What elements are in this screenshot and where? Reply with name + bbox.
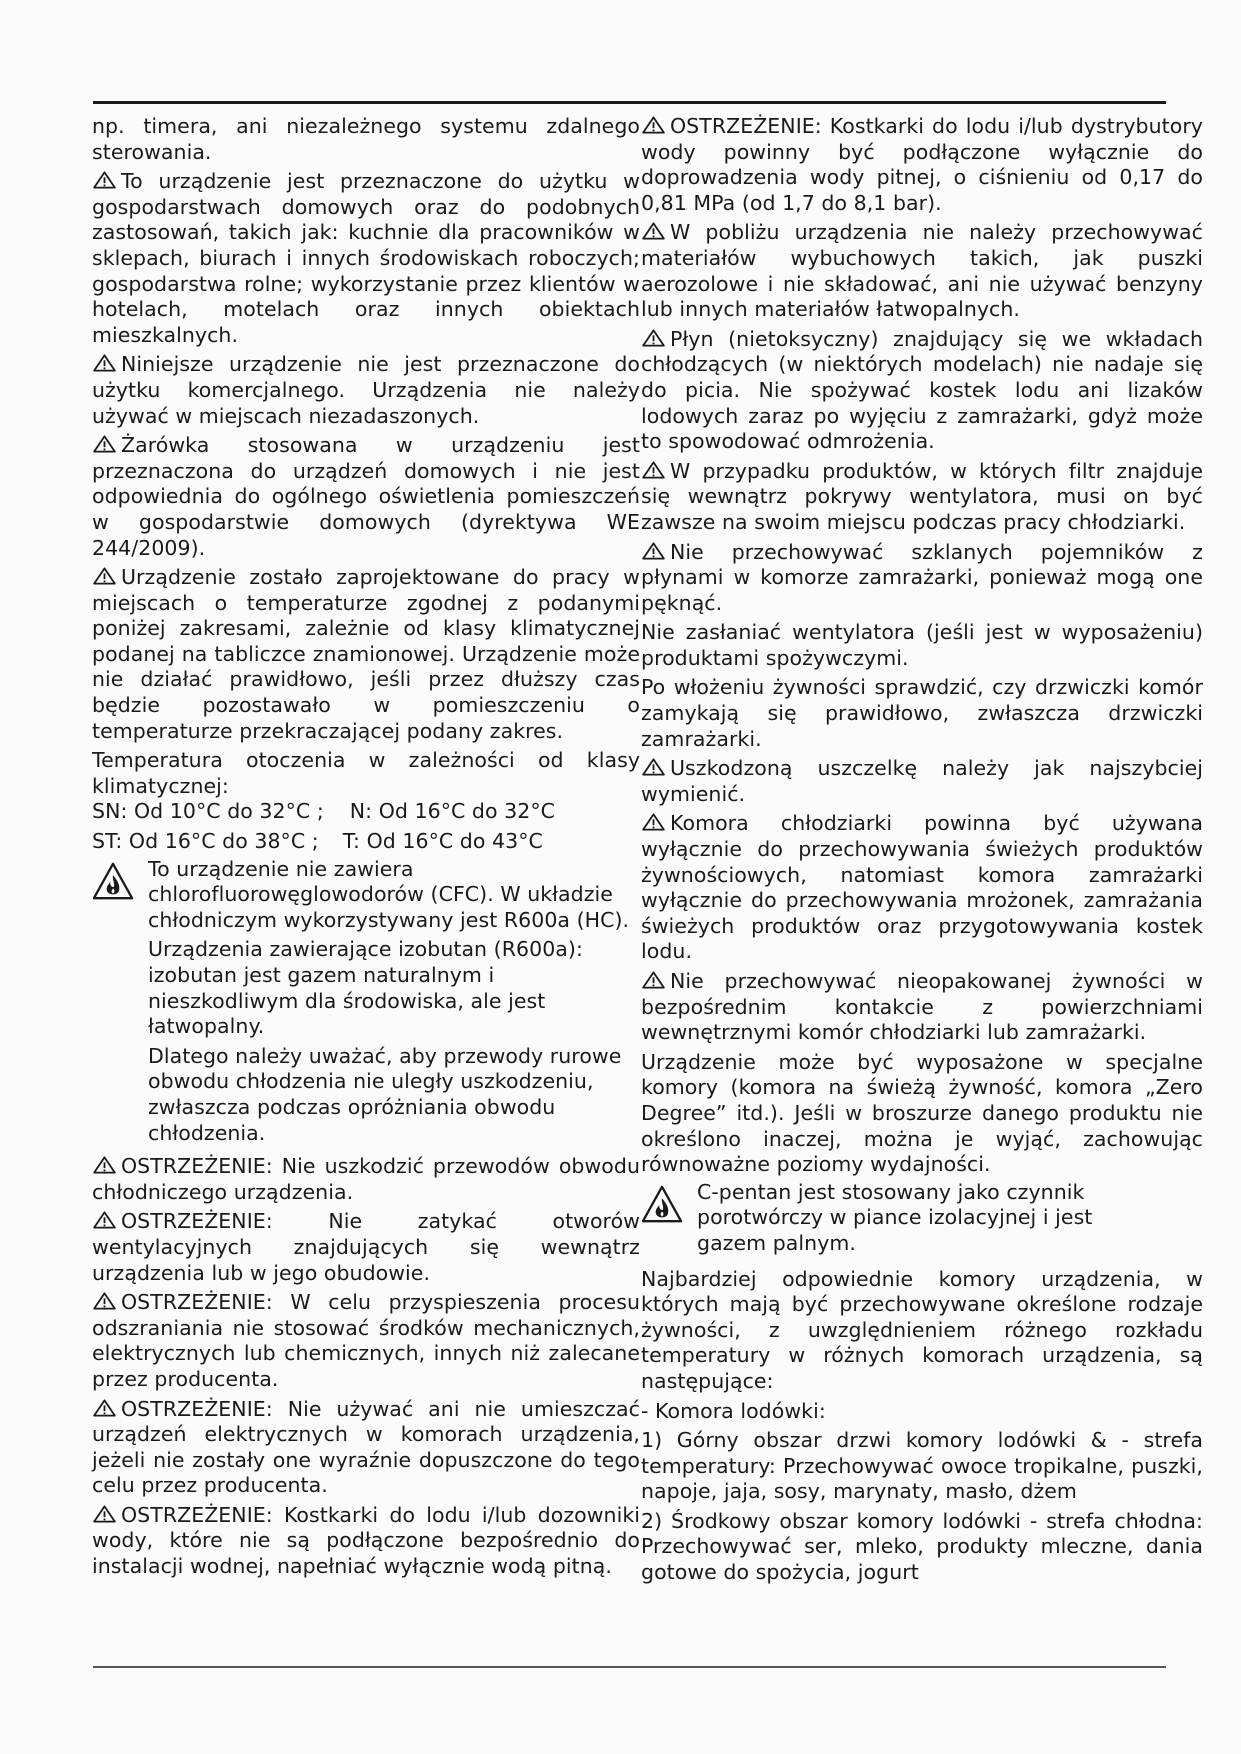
paragraph (641, 620, 1203, 671)
warning-icon (92, 169, 121, 193)
paragraph (92, 169, 640, 348)
paragraph-text: Nie zasłaniać wentylatora (jeśli jest w wyposażeniu) produktami spożywczymi. (641, 620, 1203, 670)
climate-n: N: Od 16°C do 32°C (349, 799, 556, 824)
paragraph-text: Po włożeniu żywności sprawdzić, czy drzwiczki komór zamykają się prawidłowo, zwłaszcza drzwiczki zamrażarki. (641, 675, 1203, 751)
flammable-text (148, 857, 640, 1147)
paragraph-text: Urządzenie zostało zaprojektowane do pracy w miejscach o temperaturze zgodnej z podanymi poniżej zakresami, zależnie od klasy klimatycznej podanej na tabliczce znamionowej. Urządzenie może nie działać prawidłowo, jeśli przez dłuższy czas będzie pozostawało w pomieszczeniu o temperaturze przekraczającej podany zakres. (92, 565, 640, 743)
paragraph (92, 352, 640, 429)
paragraph-text: OSTRZEŻENIE: Kostkarki do lodu i/lub dozowniki wody, które nie są podłączone bezpośrednio do instalacji wodnej, napełniać wyłącznie wodą pitną. (92, 1502, 640, 1579)
paragraph (92, 1397, 640, 1499)
warning-icon (641, 540, 670, 564)
paragraph (92, 1290, 640, 1392)
paragraph (92, 1503, 640, 1580)
paragraph (641, 459, 1203, 536)
warning-icon (641, 327, 670, 351)
zone-paragraph: 2) Środkowy obszar komory lodówki - strefa chłodna: Przechowywać ser, mleko, produkty mleczne, dania gotowe do spożycia, jogurt (641, 1508, 1203, 1585)
warning-icon (641, 114, 670, 138)
fridge-zones (641, 1267, 1203, 1586)
paragraph-text: W pobliżu urządzenia nie należy przechowywać materiałów wybuchowych takich, jak puszki aerozolowe i nie składować, ani nie używać benzyny lub innych materiałów łatwopalnych. (641, 220, 1203, 322)
climate-sn: SN: Od 10°C do 32°C ; (92, 799, 324, 824)
warning-icon (92, 1290, 121, 1314)
warning-icon (641, 969, 670, 993)
paragraph-text: Uszkodzoną uszczelkę należy jak najszybciej wymienić. (641, 756, 1203, 806)
paragraph (641, 756, 1203, 807)
paragraph (641, 220, 1203, 322)
flammable-warning (92, 857, 640, 1147)
paragraph (92, 565, 640, 744)
warning-icon (92, 1154, 121, 1178)
paragraph-text: Niniejsze urządzenie nie jest przeznaczone do użytku komercjalnego. Urządzenia nie należy używać w miejscach niezadaszonych. (92, 352, 640, 428)
paragraph-text: np. timera, ani niezależnego systemu zdalnego sterowania. (92, 114, 640, 164)
climate-t: T: Od 16°C do 43°C (342, 829, 543, 854)
paragraph (641, 540, 1203, 617)
paragraph (641, 114, 1203, 216)
cpentane-paragraph: C-pentan jest stosowany jako czynnik porotwórczy w piance izolacyjnej i jest gazem palnym. (697, 1179, 1093, 1255)
left-column (92, 114, 640, 1580)
climate-st: ST: Od 16°C do 38°C ; (92, 829, 319, 854)
paragraph-text: To urządzenie jest przeznaczone do użytku w gospodarstwach domowych oraz do podobnych zastosowań, takich jak: kuchnie dla pracowników w sklepach, biurach i innych środowiskach roboczych; gospodarstwa rolne; wykorzystanie przez klientów w hotelach, motelach oraz innych obiektach mieszkalnych. (92, 169, 640, 347)
paragraph (92, 433, 640, 561)
paragraph-text: OSTRZEŻENIE: W celu przyspieszenia procesu odszraniania nie stosować środków mechanicznych, elektrycznych lub chemicznych, innych niż zalecane przez producenta. (92, 1290, 640, 1391)
paragraph-text: Płyn (nietoksyczny) znajdujący się we wkładach chłodzących (w niektórych modelach) nie nadaje się do picia. Nie spożywać kostek lodu ani lizaków lodowych zaraz po wyjęciu z zamrażarki, gdyż może to spowodować odmrożenia. (641, 326, 1203, 454)
climate-classes (92, 799, 640, 854)
paragraph (92, 114, 640, 165)
right-paragraphs (641, 114, 1203, 1178)
paragraph-text: Nie przechowywać nieopakowanej żywności w bezpośrednim kontakcie z powierzchniami wewnętrznymi komór chłodziarki lub zamrażarki. (641, 969, 1203, 1045)
paragraph-text: W przypadku produktów, w których filtr znajduje się wewnątrz pokrywy wentylatora, musi on być zawsze na swoim miejscu podczas pracy chłodziarki. (641, 458, 1203, 534)
flammable-icon (92, 857, 148, 1147)
paragraph (92, 1154, 640, 1205)
zone-paragraph: Najbardziej odpowiednie komory urządzenia, w których mają być przechowywane określone rodzaje żywności, z uwzględnieniem różnego rozkładu temperatury w różnych komorach urządzenia, są następujące: (641, 1266, 1203, 1393)
warning-icon (641, 811, 670, 835)
cpentane-text (697, 1180, 1203, 1257)
right-column (641, 114, 1203, 1586)
warning-icon (641, 756, 670, 780)
warning-icon (92, 1503, 121, 1527)
flammable-paragraph: To urządzenie nie zawiera chlorofluorowęglowodorów (CFC). W układzie chłodniczym wykorzystywany jest R600a (HC). (148, 856, 630, 932)
paragraph (92, 1209, 640, 1286)
paragraph (641, 1050, 1203, 1178)
paragraph-text: OSTRZEŻENIE: Nie uszkodzić przewodów obwodu chłodniczego urządzenia. (92, 1154, 640, 1204)
paragraph-text: OSTRZEŻENIE: Nie zatykać otworów wentylacyjnych znajdujących się wewnątrz urządzenia lub w jego obudowie. (92, 1209, 640, 1285)
flammable-icon (641, 1180, 697, 1257)
paragraph-text: OSTRZEŻENIE: Kostkarki do lodu i/lub dystrybutory wody powinny być podłączone wyłącznie do doprowadzenia wody pitnej, o ciśnieniu od 0,17 do 0,81 MPa (od 1,7 do 8,1 bar). (641, 114, 1203, 215)
paragraph-text: Żarówka stosowana w urządzeniu jest przeznaczona do urządzeń domowych i nie jest odpowiednia do ogólnego oświetlenia pomieszczeń w gospodarstwie domowych (dyrektywa WE 244/2009). (92, 433, 640, 560)
paragraph (641, 811, 1203, 965)
warning-icon (92, 1397, 121, 1421)
warning-icon (92, 1209, 121, 1233)
zone-paragraph: 1) Górny obszar drzwi komory lodówki & - strefa temperatury: Przechowywać owoce tropikalne, puszki, napoje, jaja, sosy, marynaty, masło, dżem (641, 1428, 1203, 1504)
paragraph (641, 675, 1203, 752)
cpentane-warning (641, 1180, 1203, 1257)
zone-paragraph: - Komora lodówki: (641, 1398, 826, 1423)
paragraph-text: Nie przechowywać szklanych pojemników z płynami w komorze zamrażarki, ponieważ mogą one pęknąć. (641, 539, 1203, 615)
warning-icon (92, 565, 121, 589)
bottom-rule (93, 1666, 1166, 1668)
warning-icon (641, 459, 670, 483)
paragraph-text: OSTRZEŻENIE: Nie używać ani nie umieszczać urządzeń elektrycznych w komorach urządzenia, jeżeli nie zostały one wyraźnie dopuszczone do tego celu przez producenta. (92, 1396, 640, 1498)
warning-icon (92, 433, 121, 457)
paragraph (641, 969, 1203, 1046)
left-warnings (92, 1154, 640, 1580)
warning-icon (641, 220, 670, 244)
paragraph-text: Komora chłodziarki powinna być używana wyłącznie do przechowywania świeżych produktów żywnościowych, natomiast komora zamrażarki wyłącznie do przechowywania mrożonek, zamrażania świeżych produktów oraz przygotowywania kostek lodu. (641, 811, 1203, 964)
left-paragraphs (92, 114, 640, 799)
paragraph-text: Temperatura otoczenia w zależności od klasy klimatycznej: (92, 748, 640, 798)
paragraph (92, 748, 640, 799)
paragraph (641, 327, 1203, 455)
warning-icon (92, 352, 121, 376)
paragraph-text: Urządzenie może być wyposażone w specjalne komory (komora na świeżą żywność, komora „Zero Degree” itd.). Jeśli w broszurze danego produktu nie określono inaczej, można je wyjąć, zachowując równoważne poziomy wydajności. (641, 1049, 1203, 1177)
top-rule (93, 101, 1166, 104)
flammable-paragraph: Urządzenia zawierające izobutan (R600a): izobutan jest gazem naturalnym i nieszkodliwym dla środowiska, ale jest łatwopalny. (148, 937, 583, 1039)
flammable-paragraph: Dlatego należy uważać, aby przewody rurowe obwodu chłodzenia nie uległy uszkodzeniu, zwłaszcza podczas opróżniania obwodu chłodzenia. (148, 1043, 622, 1145)
